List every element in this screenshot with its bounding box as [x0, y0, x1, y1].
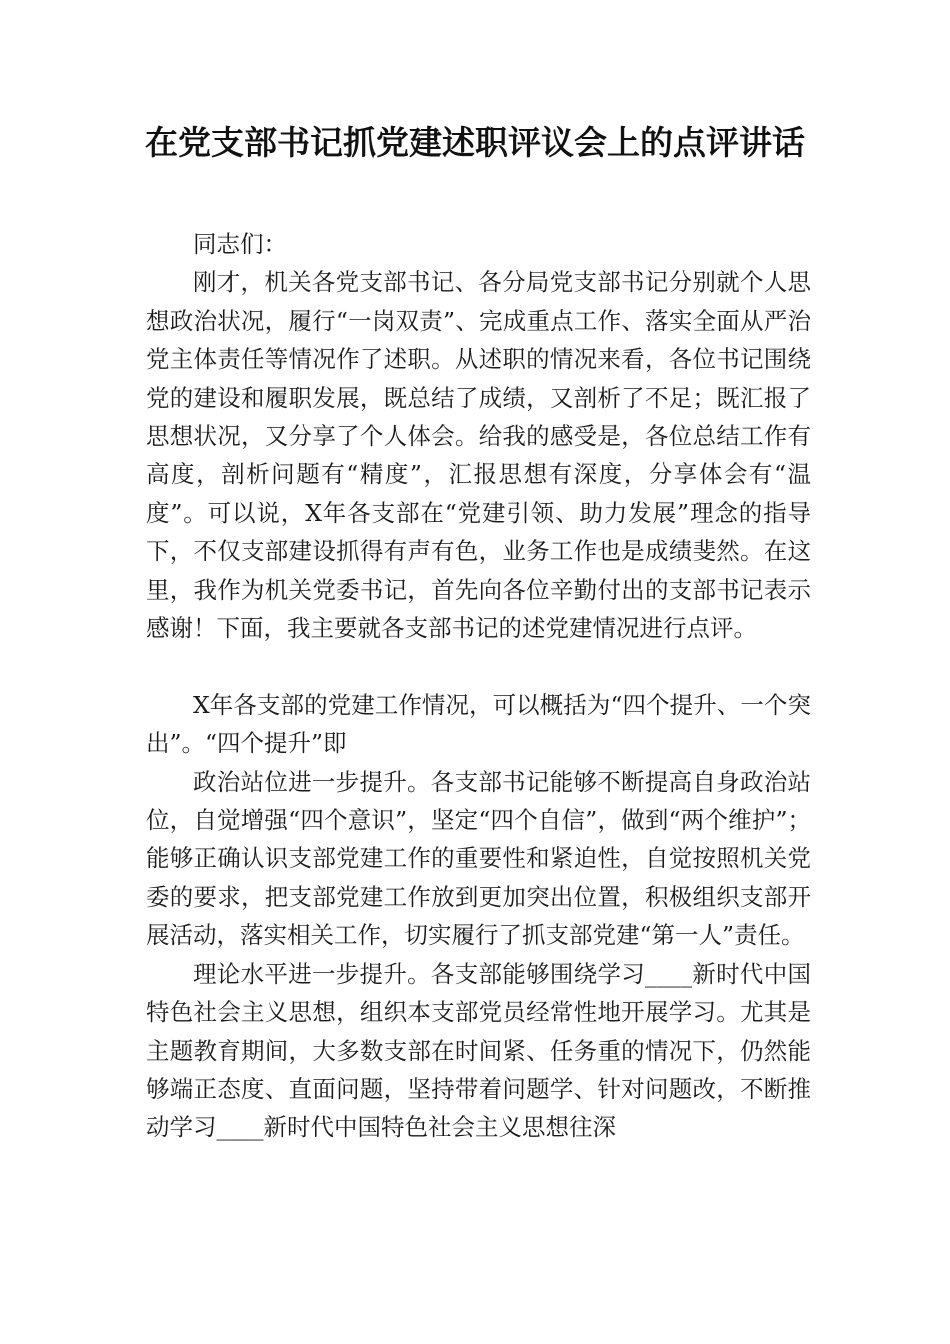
paragraph-summary: X年各支部的党建工作情况，可以概括为“四个提升、一个突出”。“四个提升”即: [146, 690, 811, 758]
paragraph-gap: [146, 647, 811, 685]
document-body: [146, 225, 811, 1147]
paragraph-theory-level: 理论水平进一步提升。各支部能够围绕学习____新时代中国特色社会主义思想，组织本支部党员经常性地开展学习。尤其是主题教育期间，大多数支部在时间紧、任务重的情况下，仍然能够端正态度、直面问题，坚持带着问题学、针对问题改，不断推动学习____新时代中国特色社会主义思想往深: [146, 959, 811, 1142]
paragraph-political-standing: 政治站位进一步提升。各支部书记能够不断提高自身政治站位，自觉增强“四个意识”，坚定“四个自信”，做到“两个维护”；能够正确认识支部党建工作的重要性和紧迫性，自觉按照机关党委的要求，把支部党建工作放到更加突出位置，积极组织支部开展活动，落实相关工作，切实履行了抓支部党建“第一人”责任。: [146, 767, 811, 950]
salutation: 同志们：: [193, 230, 287, 258]
paragraph-opening: 刚才，机关各党支部书记、各分局党支部书记分别就个人思想政治状况，履行“一岗双责”、完成重点工作、落实全面从严治党主体责任等情况作了述职。从述职的情况来看，各位书记围绕党的建设和履职发展，既总结了成绩，又剖析了不足；既汇报了思想状况，又分享了个人体会。给我的感受是，各位总结工作有高度，剖析问题有“精度”，汇报思想有深度，分享体会有“温度”。可以说，X年各支部在“党建引领、助力发展”理念的指导下，不仅支部建设抓得有声有色，业务工作也是成绩斐然。在这里，我作为机关党委书记，首先向各位辛勤付出的支部书记表示感谢！下面，我主要就各支部书记的述党建情况进行点评。: [146, 268, 811, 643]
document-title: 在党支部书记抓党建述职评议会上的点评讲话: [145, 123, 805, 162]
